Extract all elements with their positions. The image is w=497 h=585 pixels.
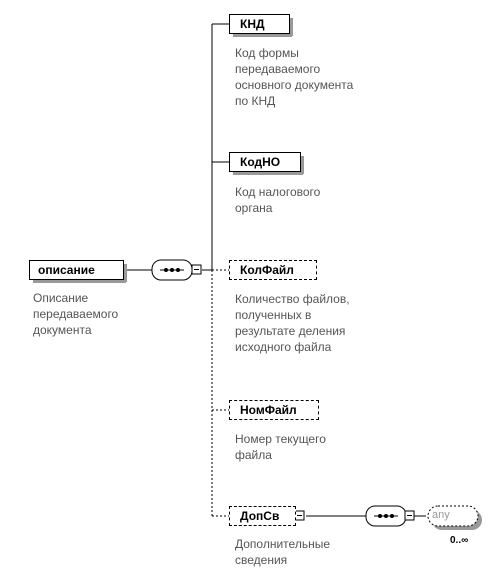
sequence-compositor-2-icon [366, 506, 406, 526]
sequence-2-collapse-icon[interactable] [405, 511, 414, 520]
root-element-name: описание [38, 263, 95, 277]
element-kodno-doc: Код налогового органа [235, 185, 321, 215]
element-kolfail-name: КолФайл [240, 263, 294, 277]
root-element-box[interactable] [29, 260, 124, 280]
element-nomfail-doc: Номер текущего файла [235, 432, 326, 462]
element-dopsv-name: ДопСв [240, 509, 280, 523]
element-knd[interactable] [229, 14, 290, 34]
root-element-doc: Описание передаваемого документа [33, 291, 119, 337]
element-kodno-name: КодНО [240, 155, 281, 169]
element-knd-name: КНД [240, 17, 265, 31]
sequence-collapse-icon[interactable] [192, 265, 201, 274]
element-kolfail-doc: Количество файлов, полученных в результате деления исходного файла [235, 292, 350, 354]
element-dopsv[interactable] [229, 506, 296, 526]
element-kodno[interactable] [229, 152, 301, 172]
sequence-compositor-icon [152, 260, 192, 280]
element-kolfail[interactable] [229, 260, 317, 280]
dopsv-expand-icon[interactable] [295, 511, 304, 520]
element-dopsv-doc: Дополнительные сведения [235, 537, 330, 567]
element-nomfail[interactable] [229, 400, 319, 420]
any-label: any [432, 509, 450, 521]
element-nomfail-name: НомФайл [240, 403, 297, 417]
any-occurrence: 0..∞ [450, 535, 469, 546]
element-knd-doc: Код формы передаваемого основного документа по КНД [235, 46, 354, 108]
